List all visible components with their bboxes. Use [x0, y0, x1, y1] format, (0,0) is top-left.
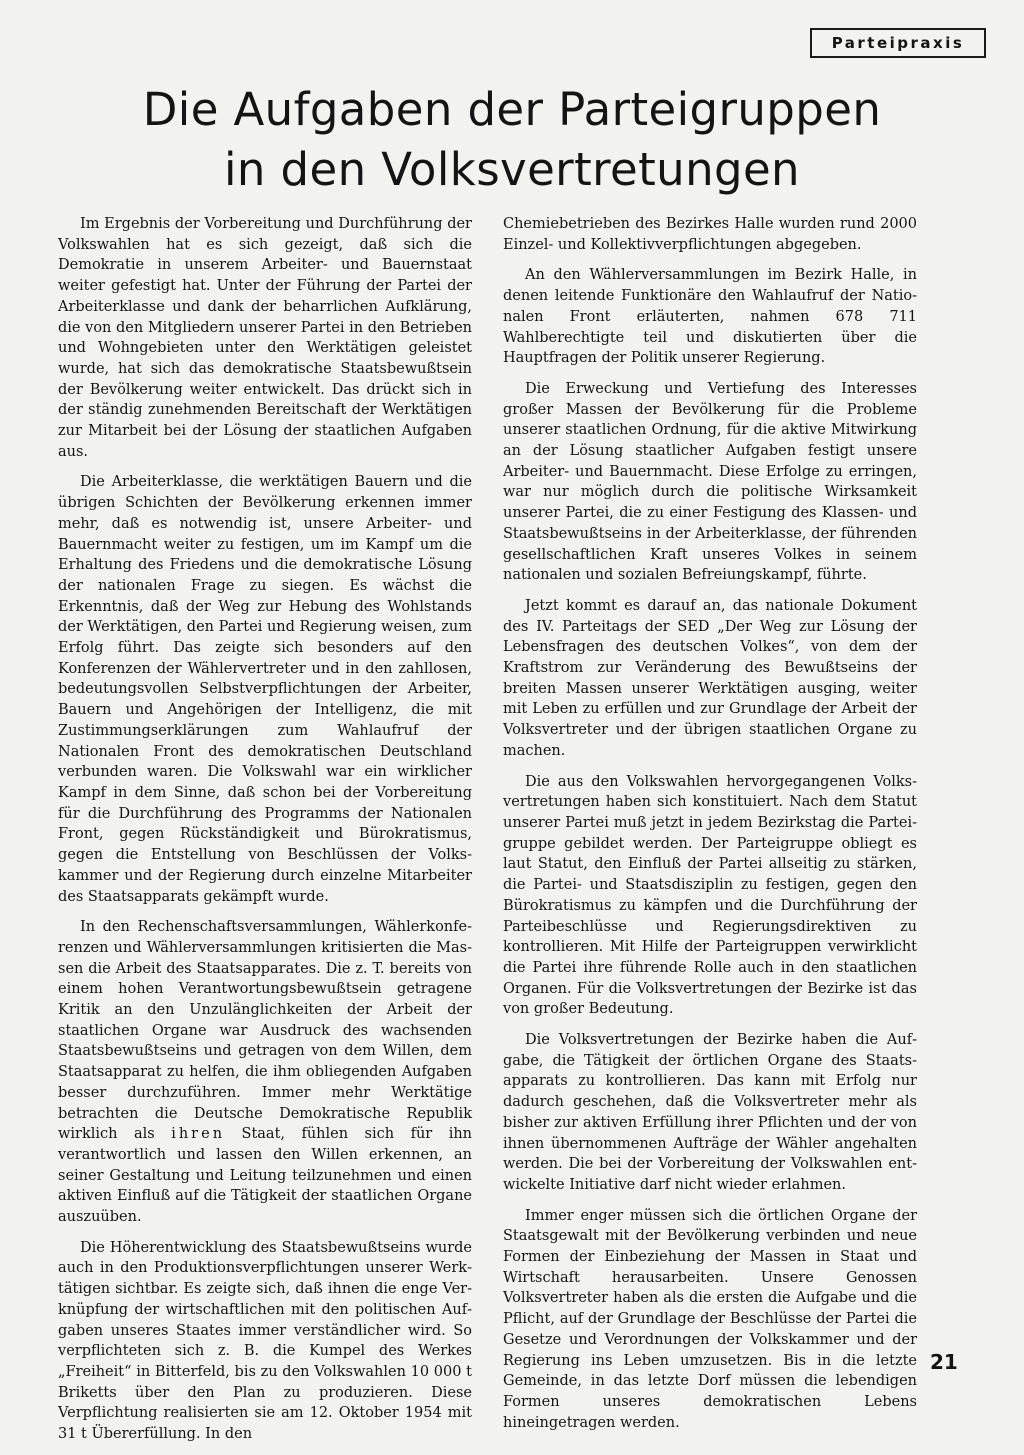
article-title-line-1: Die Aufgaben der Parteigruppen	[142, 83, 882, 136]
paragraph-text: Staat, fühlen sich für ihn verantwortlich und lassen den Willen erkennen, an seiner Gestaltung und Leitung teilzunehmen und einen aktiven Einfluß auf die Tätigkeit der staatlichen Organe auszuüben.	[58, 1126, 473, 1226]
paragraph-continued: Chemiebetrieben des Bezirkes Halle wurden rund 2000 Einzel- und Kollektivverpflichtungen abgegeben.	[503, 216, 917, 253]
paragraph: Die Arbeiterklasse, die werktätigen Bauern und die übrigen Schichten der Bevölkerung erkennen immer mehr, daß es notwendig ist, unsere Arbeiter- und Bauernmacht weiter zu festigen, um im Kampf um die Erhaltung des Friedens und die demokratische Lösung der nationalen Frage zu siegen. Es wächst die Erkenntnis, daß der Weg zur Hebung des Wohlstands der Werktätigen, den Partei und Regierung weisen, zum Erfolg führt. Das zeigte sich besonders auf den Konferenzen der Wählervertreter und in den zahllosen, bedeutungsvollen Selbstverpflichtungen der Arbeiter, Bauern und Angehörigen der Intelligenz, die mit Zustimmungserklärungen zum Wahlaufruf der Nationalen Front des demokratischen Deutschland verbunden waren. Die Volkswahl war ein wirklicher Kampf in dem Sinne, daß schon bei der Vorbereitung für die Durchführung des Programms der Nationalen Front, gegen Rückständigkeit und Bürokratismus, gegen die Entstellung von Beschlüssen der Volkskammer und der Regierung durch einzelne Mitarbeiter des Staatsapparats gekämpft wurde.	[58, 474, 472, 905]
paragraph: Die Höherentwicklung des Staatsbewußtseins wurde auch in den Produktionsverpflichtungen unserer Werktätigen sichtbar. Es zeigte sich, daß ihnen die enge Verknüpfung der wirtschaftlichen mit den politischen Aufgaben unseres Staates immer verständlicher wird. So verpflichteten sich z. B. die Kumpel des Werkes „Freiheit“ in Bitterfeld, bis zu den Volkswahlen 10 000 t Briketts über den Plan zu produzieren. Diese Verpflichtung realisierten sie am 12. Oktober 1954 mit 31 t Übererfüllung. In den	[58, 1239, 472, 1443]
right-column	[503, 214, 917, 1443]
paragraph: An den Wählerversammlungen im Bezirk Halle, in denen leitende Funktionäre den Wahlaufruf der Nationalen Front erläuterten, nahmen 678 711 Wahlberechtigte teil und diskutierten über die Hauptfragen der Politik unserer Regierung.	[503, 267, 917, 367]
paragraph-text: In den Rechenschaftsversammlungen, Wählerkonferenzen und Wählerversammlungen kritisierten die Massen die Arbeit des Staatsapparates. Die z. T. bereits von einem hohen Verantwortungsbewußtsein getragene Kritik an den Unzulänglichkeiten der Arbeit der staatlichen Organe war Ausdruck des wachsenden Staatsbewußtseins und getragen von dem Willen, dem Staatsapparat zu helfen, die ihm obliegenden Aufgaben besser durchzuführen. Immer mehr Werktätige betrachten die Deutsche Demokratische Republik wirklich als	[58, 919, 472, 1143]
paragraph: Immer enger müssen sich die örtlichen Organe der Staatsgewalt mit der Bevölkerung verbinden und neue Formen der Einbeziehung der Massen in Staat und Wirtschaft herausarbeiten. Unsere Genossen Volksvertreter haben als die ersten die Aufgabe und die Pflicht, auf der Grundlage der Beschlüsse der Partei die Gesetze und Verordnungen der Volkskammer und der Regierung ins Leben umzusetzen. Bis in die letzte Gemeinde, in das letzte Dorf müssen die lebendigen Formen unseres demokratischen Lebens hineingetragen werden.	[503, 1207, 917, 1431]
left-column	[58, 214, 472, 1455]
section-label: Parteipraxis	[810, 28, 986, 58]
paragraph: Die Volksvertretungen der Bezirke haben die Aufgabe, die Tätigkeit der örtlichen Organe des Staatsapparats zu kontrollieren. Das kann mit Erfolg nur dadurch geschehen, daß die Volksvertreter mehr als bisher zur aktiven Erfüllung ihrer Pflichten und der von ihnen übernommenen Aufträge der Wähler angehalten werden. Die bei der Vorbereitung der Volkswahlen entwickelte Initiative darf nicht wieder erlahmen.	[503, 1032, 917, 1193]
article-title-line-2: in den Volksvertretungen	[224, 143, 800, 196]
paragraph: Die aus den Volkswahlen hervorgegangenen Volksvertretungen haben sich konstituiert. Nach dem Statut unserer Partei muß jetzt in jedem Bezirkstag die Parteigruppe gebildet werden. Der Parteigruppe obliegt es laut Statut, den Einfluß der Partei allseitig zu stärken, die Partei- und Staatsdisziplin zu festigen, gegen den Bürokratismus zu kämpfen und die Durchführung der Parteibeschlüsse und Regierungsdirektiven zu kontrollieren. Mit Hilfe der Parteigruppen verwirklicht die Partei ihre führende Rolle auch in den staatlichen Organen. Für die Volksvertretungen der Bezirke ist das von großer Bedeutung.	[503, 773, 917, 1018]
paragraph: Jetzt kommt es darauf an, das nationale Dokument des IV. Parteitags der SED „Der Weg zur Lösung der Lebensfragen des deutschen Volkes“, von dem der Kraftstrom zur Veränderung des Bewußtseins der breiten Massen unserer Werktätigen ausging, weiter mit Leben zu erfüllen und zur Grundlage der Arbeit der Volksvertreter und der übrigen staatlichen Organe zu machen.	[503, 597, 917, 759]
paragraph: Die Erweckung und Vertiefung des Interesses großer Massen der Bevölkerung für die Probleme unserer staatlichen Ordnung, für die aktive Mitwirkung an der Lösung staatlicher Aufgaben festigt unsere Arbeiter- und Bauernmacht. Diese Erfolge zu erringen, war nur möglich durch die politische Wirksamkeit unserer Partei, die zu einer Festigung des Klassen- und Staatsbewußtseins in der Arbeiterklasse, der führenden gesellschaftlichen Kraft unseres Volkes in seinem nationalen und sozialen Befreiungskampf, führte.	[503, 380, 917, 584]
page-number: 21	[930, 1350, 958, 1374]
emphasized-word: ihren	[171, 1126, 226, 1143]
paragraph: Im Ergebnis der Vorbereitung und Durchführung der Volkswahlen hat es sich gezeigt, daß sich die Demokratie in unserem Arbeiter- und Bauernstaat weiter gefestigt hat. Unter der Führung der Partei der Arbeiterklasse und dank der beharrlichen Aufklärung, die von den Mitgliedern unserer Partei in den Betrieben und Wohngebieten unter den Werktätigen geleistet wurde, hat sich das demokratische Staatsbewußtsein der Bevölkerung weiter entwickelt. Das drückt sich in der ständig zunehmenden Bereitschaft der Werktätigen zur Mitarbeit bei der Lösung der staatlichen Aufgaben aus.	[58, 216, 472, 460]
paragraph	[58, 917, 472, 1228]
article-title	[100, 80, 924, 200]
